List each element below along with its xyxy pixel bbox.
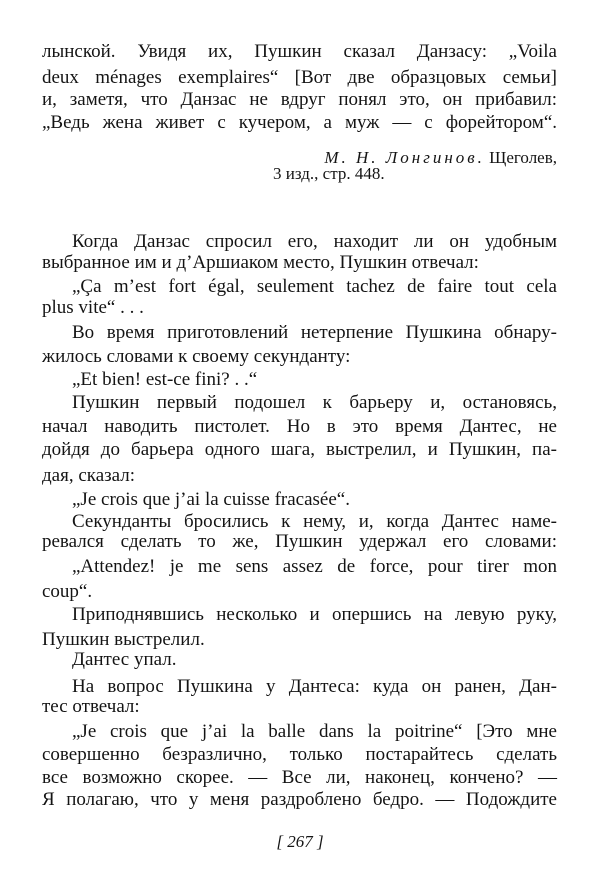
text-line: выбранное им и д’Аршиаком место, Пушкин отвечал: xyxy=(42,252,479,273)
text-line: жилось словами к своему секунданту: xyxy=(42,346,351,367)
text-line: coup“. xyxy=(42,581,93,602)
text-line: Пушкин первый подошел к барьеру и, остановясь, xyxy=(72,392,557,413)
text-line: Когда Данзас спросил его, находит ли он удобным xyxy=(72,231,557,252)
citation-author: М. Н. Лонгинов. xyxy=(324,148,485,167)
text-line: plus vite“ . . . xyxy=(42,297,144,318)
text-line: и, заметя, что Данзас не вдруг понял это, он прибавил: xyxy=(42,89,557,110)
text-line: тес отвечал: xyxy=(42,696,140,717)
text-line: Секунданты бросились к нему, и, когда Дантес наме- xyxy=(72,511,557,532)
text-line: На вопрос Пушкина у Дантеса: куда он ранен, Дан- xyxy=(72,676,557,697)
page-number: [ 267 ] xyxy=(276,832,324,851)
text-line: deux ménages exemplaires“ [Вот две образцовых семьи] xyxy=(42,67,557,88)
text-line: „Attendez! je me sens assez de force, pour tirer mon xyxy=(72,556,557,577)
text-line: Во время приготовлений нетерпение Пушкина обнару- xyxy=(72,322,557,343)
text-line: Приподнявшись несколько и опершись на левую руку, xyxy=(72,604,557,625)
text-line: „Ça m’est fort égal, seulement tachez de faire tout cela xyxy=(72,276,557,297)
text-line: Я полагаю, что у меня раздроблено бедро. — Подождите xyxy=(42,789,557,810)
text-line: „Ведь жена живет с кучером, а муж — с форейтором“. xyxy=(42,112,557,133)
text-line: „Je crois que j’ai la cuisse fracasée“. xyxy=(72,489,350,510)
text-line: лынской. Увидя их, Пушкин сказал Данзасу: „Voila xyxy=(42,41,557,62)
text-line: дойдя до барьера одного шага, выстрелил, и Пушкин, па- xyxy=(42,439,557,460)
text-line: все возможно скорее. — Все ли, наконец, кончено? — xyxy=(42,767,557,788)
text-line: „Et bien! est-ce fini? . .“ xyxy=(72,369,258,390)
text-line: ревался сделать то же, Пушкин удержал его словами: xyxy=(42,531,557,552)
text-line: дая, сказал: xyxy=(42,465,136,486)
text-line: Пушкин выстрелил. xyxy=(42,629,205,650)
text-line: совершенно безразлично, только постарайтесь сделать xyxy=(42,744,557,765)
text-line: „Je crois que j’ai la balle dans la poitrine“ [Это мне xyxy=(72,721,557,742)
text-line: Дантес упал. xyxy=(72,649,177,670)
text-line: начал наводить пистолет. Но в это время Дантес, не xyxy=(42,416,557,437)
citation-edition: 3 изд., стр. 448. xyxy=(273,164,385,183)
citation-source: Щеголев, xyxy=(489,148,557,167)
